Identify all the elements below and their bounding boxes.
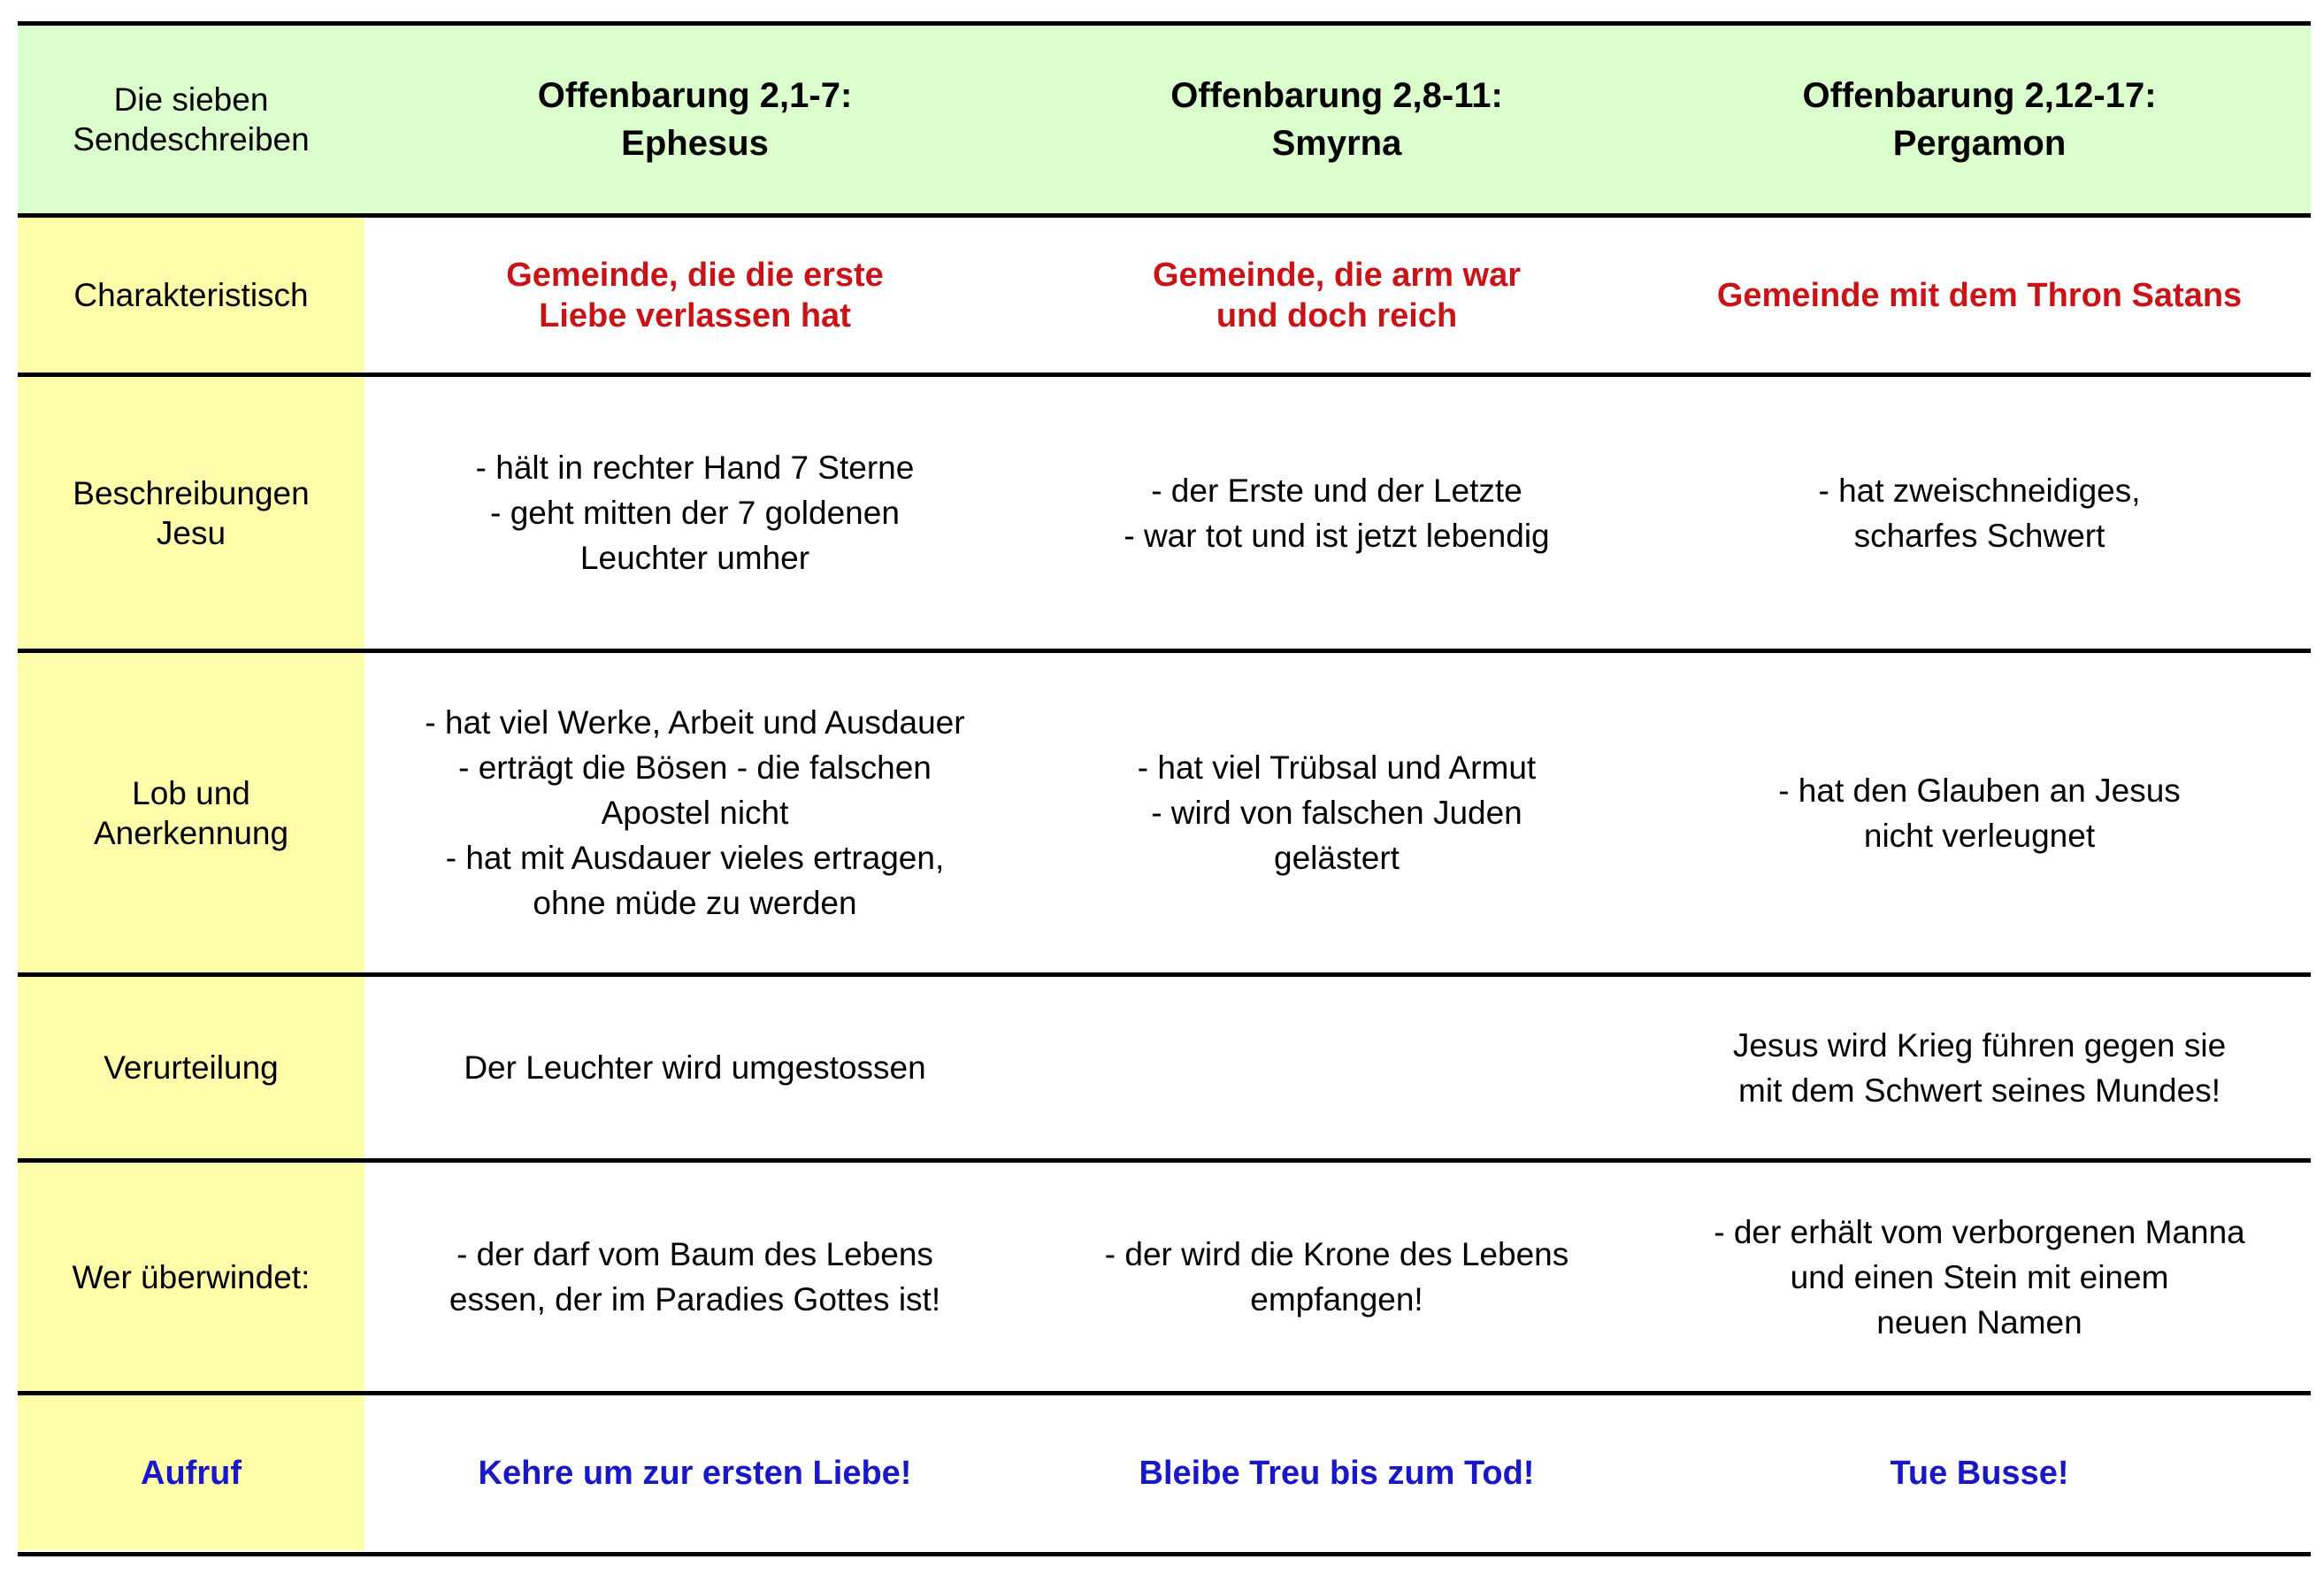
row-label-call: Aufruf	[18, 1391, 364, 1550]
column-header-smyrna: Offenbarung 2,8-11: Smyrna	[1025, 26, 1648, 213]
condemnation-smyrna	[1025, 972, 1648, 1158]
call-smyrna: Bleibe Treu bis zum Tod!	[1025, 1391, 1648, 1550]
row-label-descriptions-of-jesus: Beschreibungen Jesu	[18, 373, 364, 649]
praise-ephesus: - hat viel Werke, Arbeit und Ausdauer - erträgt die Bösen - die falschen Apostel nicht - hat mit Ausdauer vieles ertragen, ohne müde zu werden	[364, 649, 1025, 972]
descriptions-pergamon: - hat zweischneidiges, scharfes Schwert	[1648, 373, 2311, 649]
table-corner-label: Die sieben Sendeschreiben	[18, 26, 364, 213]
column-header-ephesus: Offenbarung 2,1-7: Ephesus	[364, 26, 1025, 213]
condemnation-pergamon: Jesus wird Krieg führen gegen sie mit dem Schwert seines Mundes!	[1648, 972, 2311, 1158]
overcomer-ephesus: - der darf vom Baum des Lebens essen, der im Paradies Gottes ist!	[364, 1158, 1025, 1391]
characteristic-smyrna: Gemeinde, die arm war und doch reich	[1025, 213, 1648, 373]
seven-letters-table	[18, 21, 2311, 1556]
row-label-overcomer: Wer überwindet:	[18, 1158, 364, 1391]
descriptions-ephesus: - hält in rechter Hand 7 Sterne - geht mitten der 7 goldenen Leuchter umher	[364, 373, 1025, 649]
characteristic-pergamon: Gemeinde mit dem Thron Satans	[1648, 213, 2311, 373]
descriptions-smyrna: - der Erste und der Letzte - war tot und ist jetzt lebendig	[1025, 373, 1648, 649]
overcomer-smyrna: - der wird die Krone des Lebens empfangen!	[1025, 1158, 1648, 1391]
row-label-condemnation: Verurteilung	[18, 972, 364, 1158]
row-label-praise: Lob und Anerkennung	[18, 649, 364, 972]
column-header-pergamon: Offenbarung 2,12-17: Pergamon	[1648, 26, 2311, 213]
characteristic-ephesus: Gemeinde, die die erste Liebe verlassen hat	[364, 213, 1025, 373]
call-ephesus: Kehre um zur ersten Liebe!	[364, 1391, 1025, 1550]
praise-pergamon: - hat den Glauben an Jesus nicht verleugnet	[1648, 649, 2311, 972]
row-label-characteristic: Charakteristisch	[18, 213, 364, 373]
praise-smyrna: - hat viel Trübsal und Armut - wird von falschen Juden gelästert	[1025, 649, 1648, 972]
call-pergamon: Tue Busse!	[1648, 1391, 2311, 1550]
condemnation-ephesus: Der Leuchter wird umgestossen	[364, 972, 1025, 1158]
overcomer-pergamon: - der erhält vom verborgenen Manna und einen Stein mit einem neuen Namen	[1648, 1158, 2311, 1391]
